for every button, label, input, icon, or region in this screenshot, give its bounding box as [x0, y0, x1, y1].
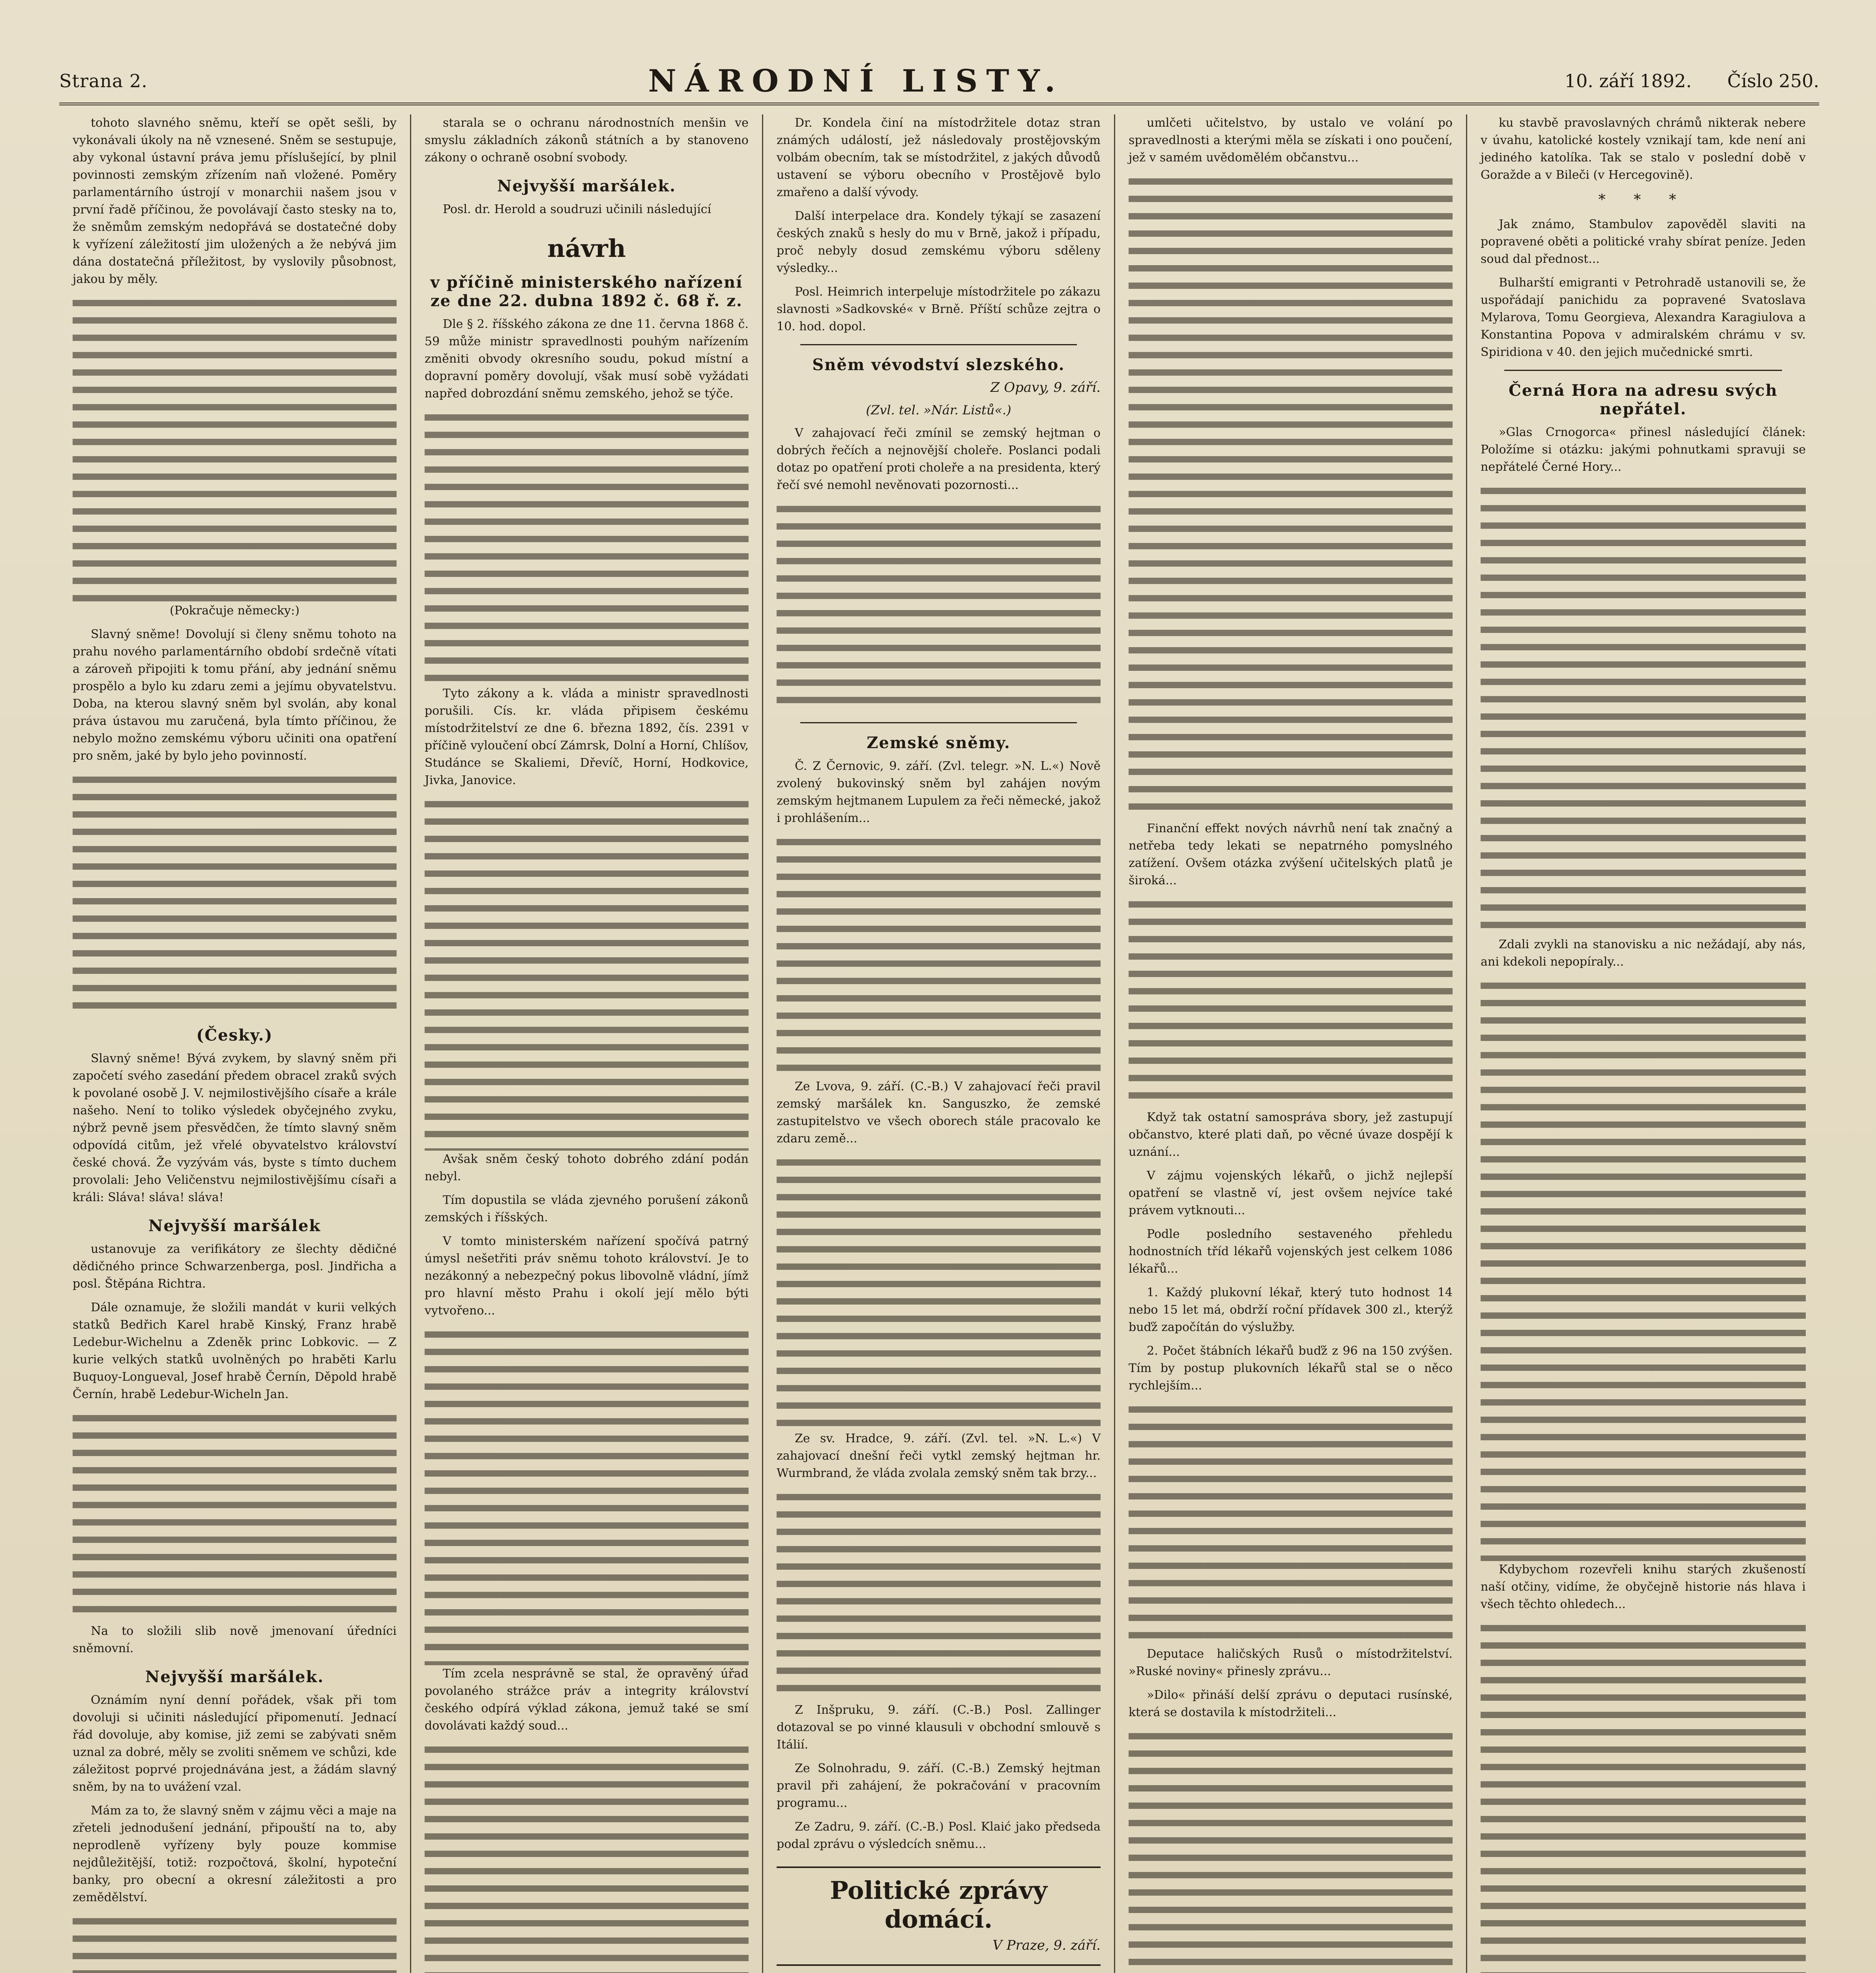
section-heading: (Česky.) [196, 1026, 273, 1045]
paragraph: V tomto ministerském nařízení spočívá patrný úmysl nešetřiti práv sněmu tohoto království. Je to nezákonný a nebezpečný pokus libovolně vládní, jímž pro hlavní město Prahu i okolí její mělo býti vytvořeno... [425, 1234, 749, 1318]
section-heading: Černá Hora na adresu svých nepřátel. [1509, 381, 1778, 418]
paragraph: Tyto zákony a k. vláda a ministr spravedlnosti porušili. Cís. kr. vláda připisem českému místodržitelství ze dne 6. března 1892, čís. 2391 v příčině vyloučení obcí Zámrsk, Dolní a Horní, Chlíšov, Studánce se Skaliemi, Dřevíč, Horní, Hodkovice, Jivka, Janovice. [425, 687, 749, 787]
paragraph: starala se o ochranu národnostních menšin ve smyslu základních zákonů státních a by stanoveno zákony o ochraně osobní svobody. [425, 116, 749, 165]
paragraph: Slavný sněme! Bývá zvykem, by slavný sněm při započetí svého zasedání předem obracel zraků svých k povolané osobě J. V. nejmilostivějšího císaře a krále našeho. Není to toliko výsledek obyčejného zvyku, nýbrž pevně jsem přesvědčen, že tímto slavný sněm odpovídá citům, jež vřelé obyvatelstvo království české chová. Že vyzývám vás, byste s tímto duchem provolali: Jeho Veličenstvu nejmilostivějšímu císaři a králi: Sláva! sláva! sláva! [73, 1052, 397, 1204]
paragraph: umlčeti učitelstvo, by ustalo ve volání po spravedlnosti a kterými měla se získati i ono poučení, jež v samém uvědomělém občanstvu... [1129, 116, 1453, 165]
paragraph: Oznámím nyní denní pořádek, však při tom dovoluji si učiniti následující připomenutí. Jednací řád dovoluje, aby komise, již zemi se zabývati sněm uznal za dobré, měly se zvoliti sněmem ve schůzi, kde záležitost poprvé projednávána jest, a žádám slavný sněm, by na to uvážení vzal. [73, 1693, 397, 1794]
paragraph: Dále oznamuje, že složili mandát v kurii velkých statků Bedřich Karel hrabě Kinský, Franz hrabě Ledebur-Wichelnu a Zdeněk princ Lobkovic. — Z kurie velkých statků uvolněných po hraběti Karlu Buquoy-Longueval, Josef hrabě Černín, Děpold hrabě Černín, hrabě Ledebur-Wicheln Jan. [73, 1301, 397, 1401]
paragraph: Dle § 2. říšského zákona ze dne 11. června 1868 č. 59 může ministr spravedlnosti pouhým nařízením změniti obvody okresního soudu, pokud místní a dopravní poměry dovolují, však musí sobě vyžádati napřed dobrozdání sněmu zemského, jehož se týče. [425, 317, 749, 401]
paragraph: tohoto slavného sněmu, kteří se opět sešli, by vykonávali úkoly na ně vznesené. Sněm se sestupuje, aby vykonal ústavní práva jemu příslušející, by plnil povinnosti zemským zřízením naň vložené. Poměry parlamentárního ústrojí v monarchii našem jsou v první řadě příčinou, že povolávají často stesky na to, že sněmům zemským nedopřává se dostatečné doby k vyřízení záležitostí jim uložených a že nebývá jim dána dostatečná příležitost, by vyslovily působnost, jakou by měly. [73, 116, 397, 286]
text-block [1481, 1619, 1806, 1973]
paragraph: Bulharští emigranti v Petrohradě ustanovili se, že uspořádají panichidu za popravené Svatoslava Mylarova, Tomu Georgieva, Alexandra Karagiulova a Konstantina Popova v admiralském chrámu v sv. Spiridiona v 40. den jejich mučednické smrti. [1481, 276, 1806, 359]
paragraph: Tím dopustila se vláda zjevného porušení zákonů zemských i říšských. [425, 1193, 749, 1224]
paragraph: Na to složili slib nově jmenovaní úředníci sněmovní. [73, 1624, 397, 1655]
paragraph: Dr. Kondela činí na místodržitele dotaz stran známých událostí, jež následovaly prostějovským volbám obecním, tak se místodržitel, z jakých důvodů ustavení se výboru obecního v Prostějově bylo zmařeno a další vývody. [777, 116, 1101, 199]
paragraph: Č. Z Černovic, 9. září. (Zvl. telegr. »N. L.«) Nově zvolený bukovinský sněm byl zahájen novým zemským hejtmanem Lupulem za řeči německé, jakož i prohlášením... [777, 759, 1101, 825]
divider [800, 722, 1077, 723]
paragraph: »Dilo« přináší delší zprávu o deputaci rusínské, která se dostavila k místodržiteli... [1129, 1688, 1453, 1719]
paragraph: Z Inšpruku, 9. září. (C.-B.) Posl. Zallinger dotazoval se po vinné klausuli v obchodní smlouvě s Itálií. [777, 1703, 1101, 1752]
paragraph: Tím zcela nesprávně se stal, že opravěný úřad povolaného strážce práv a integrity království českého odpírá výklad zákona, jemuž také se smí dovolávati každý soud... [425, 1667, 749, 1733]
paragraph: ustanovuje za verifikátory ze šlechty dědičné dědičného prince Schwarzenberga, posl. Jindřicha a posl. Štěpána Richtra. [73, 1242, 397, 1291]
text-block [73, 771, 397, 1016]
speaker-heading: Nejvyšší maršálek. [145, 1668, 324, 1686]
column-5 [1467, 114, 1819, 1973]
paragraph: Posl. dr. Herold a soudruzi učinili následující [443, 202, 711, 216]
paragraph: V zájmu vojenských lékařů, o jichž nejlepší opatření se vlastně ví, jest ovšem nejvíce také právem vytknouti... [1129, 1169, 1453, 1217]
section-separator: * * * [1598, 192, 1688, 208]
column-1 [59, 114, 411, 1973]
text-block [73, 1913, 397, 1973]
text-block [73, 294, 397, 602]
section-source: (Zvl. tel. »Nár. Listů«.) [866, 402, 1011, 417]
paragraph: Posl. Heimrich interpeluje místodržitele po zákazu slavnosti »Sadkovské« v Brně. Příští schůze zejtra o 10. hod. dopol. [777, 285, 1101, 333]
text-block [777, 833, 1101, 1078]
column-2 [411, 114, 763, 1973]
section-heading: Sněm vévodství slezského. [812, 356, 1065, 374]
paragraph: Slavný sněme! Dovolují si členy sněmu tohoto na prahu nového parlamentárního období srdečně vítati a zároveň připojiti k tomu přání, aby jednání sněmu prospělo a bylo ku zdaru zemi a jejímu obyvatelstvu. Doba, na kterou slavný sněm byl svolán, aby konal práva ústavou mu zaručená, byla tímto příčinou, že nebylo možno zemskému výboru učiniti ona opatření pro sněm, jaké by bylo jeho povinností. [73, 627, 397, 763]
issue-info [1565, 70, 1819, 92]
text-block [1481, 977, 1806, 1561]
masthead [59, 59, 1819, 105]
section-heading: Politické zprávy domácí. [830, 1876, 1047, 1934]
paragraph: Když tak ostatní samospráva sbory, jež zastupují občanstvo, které plati daň, po věcné úvaze dospějí k uznání... [1129, 1110, 1453, 1159]
text-block [777, 1488, 1101, 1702]
paragraph: Podle posledního sestaveného přehledu hodnostních tříd lékařů vojenských jest celkem 1086 lékařů... [1129, 1227, 1453, 1276]
paragraph: (Pokračuje německy:) [170, 604, 300, 618]
paragraph: Ze Zadru, 9. září. (C.-B.) Posl. Klaić jako předseda podal zprávu o výsledcích sněmu... [777, 1820, 1101, 1851]
paragraph: Další interpelace dra. Kondely týkají se zasazení českých znaků s hesly do mu v Brně, jakož i případu, proč nebyly dosud zemskému výboru sděleny výsledky... [777, 209, 1101, 275]
text-block [425, 1326, 749, 1665]
text-block [777, 500, 1101, 713]
paragraph: Deputace haličských Rusů o místodržitelství. »Ruské noviny« přinesly zprávu... [1129, 1647, 1453, 1678]
dateline: V Praze, 9. září. [992, 1937, 1101, 1953]
paragraph: Kdybychom rozevřeli knihu starých zkušeností naší otčiny, vidíme, že obyčejně historie nás hlava i všech těchto ohledech... [1481, 1563, 1806, 1611]
text-block [1129, 1401, 1453, 1645]
speaker-heading: Nejvyšší maršálek [148, 1217, 321, 1235]
paragraph: Avšak sněm český tohoto dobrého zdání podán nebyl. [425, 1152, 749, 1183]
issue-number: Číslo 250. [1727, 70, 1819, 92]
paragraph: V zahajovací řeči zmínil se zemský hejtman o dobrých řečích a nejnovější choleře. Poslanci podali dotaz po opatření proti choleře a na presidenta, který řečí své nemohl nevěnovati pozornosti... [777, 426, 1101, 492]
divider [1504, 370, 1782, 371]
divider [800, 344, 1077, 345]
paragraph: Finanční effekt nových návrhů není tak značný a netřeba tedy lekati se nepatrného pomyslného zatížení. Ovšem otázka zvýšení učitelských platů je široká... [1129, 822, 1453, 887]
dateline: Z Opavy, 9. září. [990, 380, 1101, 395]
section-header-box [777, 1866, 1101, 1966]
paragraph: Mám za to, že slavný sněm v zájmu věci a maje na zřeteli jednodušení jednání, připouští na to, aby neprodleně vyřízeny byly pouze kommise nejdůležitější, totiž: rozpočtová, školní, hypoteční banky, pro obecní a okresní záležitosti a pro zemědělství. [73, 1804, 397, 1904]
paragraph: ku stavbě pravoslavných chrámů nikterak nebere v úvahu, katolické kostely vznikají tam, kde není ani jediného katolíka. Tak se stalo v poslední době v Goražde a v Bileči (v Hercegovině). [1481, 116, 1806, 182]
issue-date: 10. září 1892. [1564, 70, 1692, 92]
motion-subheading: v příčině ministerského nařízení ze dne 22. dubna 1892 č. 68 ř. z. [430, 273, 743, 310]
text-block [425, 796, 749, 1151]
text-block [1129, 896, 1453, 1109]
paragraph: Ze Solnohradu, 9. září. (C.-B.) Zemský hejtman pravil při zahájení, že pokračování v pracovním programu... [777, 1761, 1101, 1810]
paragraph: 1. Každý plukovní lékař, který tuto hodnost 14 nebo 15 let má, obdrží roční přídavek 300 zl., kterýž buďž započítán do výslužby. [1129, 1286, 1453, 1334]
paragraph: Zdali zvykli na stanovisku a nic nežádají, aby nás, ani kdekoli nepopíraly... [1481, 938, 1806, 969]
text-block [777, 1154, 1101, 1430]
text-block [1129, 173, 1453, 820]
newspaper-title: NÁRODNÍ LISTY. [648, 63, 1064, 99]
speaker-heading: Nejvyšší maršálek. [497, 177, 676, 195]
text-block [73, 1410, 397, 1623]
paragraph: Ze Lvova, 9. září. (C.-B.) V zahajovací řeči pravil zemský maršálek kn. Sanguszko, že zemské zastupitelstvo ve všech oborech stále pracovalo ke zdaru země... [777, 1080, 1101, 1146]
paragraph: Jak známo, Stambulov zapověděl slaviti na popravené oběti a politické vrahy sbírat peníze. Jeden soud dal přednost... [1481, 217, 1806, 266]
text-block [1481, 482, 1806, 936]
page-number: Strana 2. [59, 70, 148, 92]
text-block [425, 409, 749, 685]
text-block [425, 1741, 749, 1973]
text-block [1129, 1728, 1453, 1973]
section-heading: Zemské sněmy. [867, 734, 1011, 752]
paragraph: »Glas Crnogorca« přinesl následující článek: Položíme si otázku: jakými pohnutkami spravuji se nepřátelé Černé Hory... [1481, 425, 1806, 474]
column-4 [1115, 114, 1467, 1973]
article-columns [59, 114, 1819, 1973]
column-3 [763, 114, 1115, 1973]
motion-heading: návrh [547, 234, 626, 263]
paragraph: Ze sv. Hradce, 9. září. (Zvl. tel. »N. L.«) V zahajovací dnešní řeči vytkl zemský hejtman hr. Wurmbrand, že vláda zvolala zemský sněm tak brzy... [777, 1432, 1101, 1480]
paragraph: 2. Počet štábních lékařů buďž z 96 na 150 zvýšen. Tím by postup plukovních lékařů stal se o něco rychlejším... [1129, 1344, 1453, 1393]
